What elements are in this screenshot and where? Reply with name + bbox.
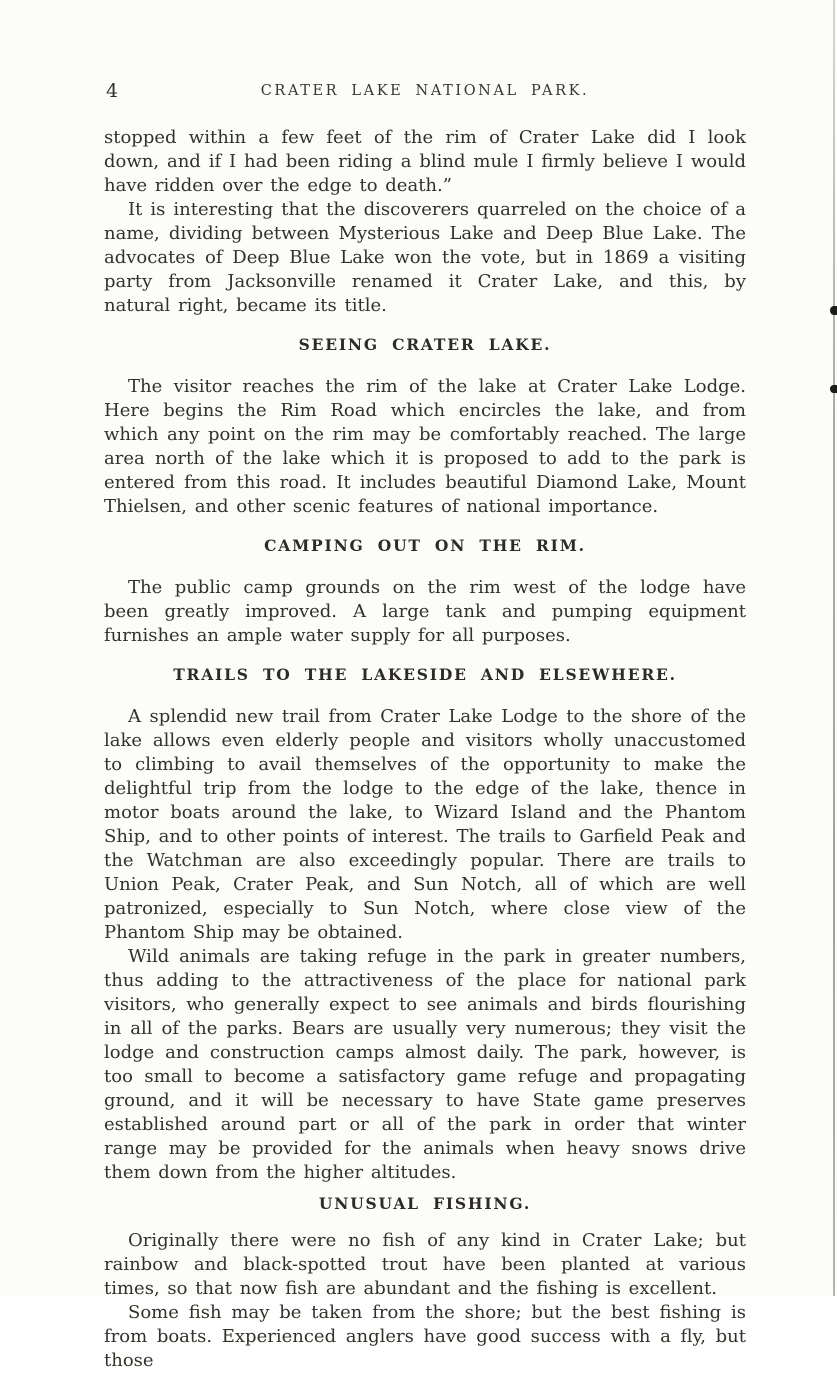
paragraph: Wild animals are taking refuge in the park in greater numbers, thus adding to the attractiveness of the place for national park visitors, who generally expect to see animals and birds flourishing in all of the parks. Bears are usually very numerous; they visit the lodge and construction camps almost daily. The park, however, is too small to become a satisfactory game refuge and propagating ground, and it will be necessary to have State game preserves established around part or all of the park in order that winter range may be provided for the animals when heavy snows drive them down from the higher altitudes.: [104, 946, 746, 1183]
paragraph: Some fish may be taken from the shore; but the best fishing is from boats. Experienced anglers have good success with a fly, but those: [104, 1302, 746, 1371]
paragraph: Originally there were no fish of any kind in Crater Lake; but rainbow and black-spotted trout have been planted at various times, so that now fish are abundant and the fishing is excellent.: [104, 1230, 746, 1299]
page-number: 4: [106, 80, 119, 102]
section-heading-seeing-crater-lake: SEEING CRATER LAKE.: [298, 335, 552, 354]
scan-edge-mark: [830, 306, 837, 315]
section-heading-trails-to-the-lakeside: TRAILS TO THE LAKESIDE AND ELSEWHERE.: [173, 665, 677, 684]
page-header: [104, 80, 746, 106]
scan-edge-line: [833, 0, 835, 1296]
section-heading-unusual-fishing: UNUSUAL FISHING.: [318, 1194, 532, 1213]
paragraph: It is interesting that the discoverers quarreled on the choice of a name, dividing between Mysterious Lake and Deep Blue Lake. The advocates of Deep Blue Lake won the vote, but in 1869 a visiting party from Jacksonville renamed it Crater Lake, and this, by natural right, became its title.: [104, 199, 746, 316]
paragraph: The public camp grounds on the rim west of the lodge have been greatly improved. A large tank and pumping equipment furnishes an ample water supply for all purposes.: [104, 577, 746, 646]
paragraph: The visitor reaches the rim of the lake at Crater Lake Lodge. Here begins the Rim Road which encircles the lake, and from which any point on the rim may be comfortably reached. The large area north of the lake which it is proposed to add to the park is entered from this road. It includes beautiful Diamond Lake, Mount Thielsen, and other scenic features of national importance.: [104, 376, 746, 517]
scan-edge-mark: [830, 385, 837, 393]
paragraph: A splendid new trail from Crater Lake Lodge to the shore of the lake allows even elderly people and visitors wholly unaccustomed to climbing to avail themselves of the opportunity to make the delightful trip from the lodge to the edge of the lake, thence in motor boats around the lake, to Wizard Island and the Phantom Ship, and to other points of interest. The trails to Garfield Peak and the Watchman are also exceedingly popular. There are trails to Union Peak, Crater Peak, and Sun Notch, all of which are well patronized, especially to Sun Notch, where close view of the Phantom Ship may be obtained.: [104, 706, 746, 943]
section-heading-camping-out-on-the-rim: CAMPING OUT ON THE RIM.: [264, 536, 586, 555]
running-title: CRATER LAKE NATIONAL PARK.: [260, 83, 590, 99]
paragraph-continuation: stopped within a few feet of the rim of Crater Lake did I look down, and if I had been riding a blind mule I firmly believe I would have ridden over the edge to death.”: [104, 127, 746, 196]
text-column: [104, 80, 746, 1373]
